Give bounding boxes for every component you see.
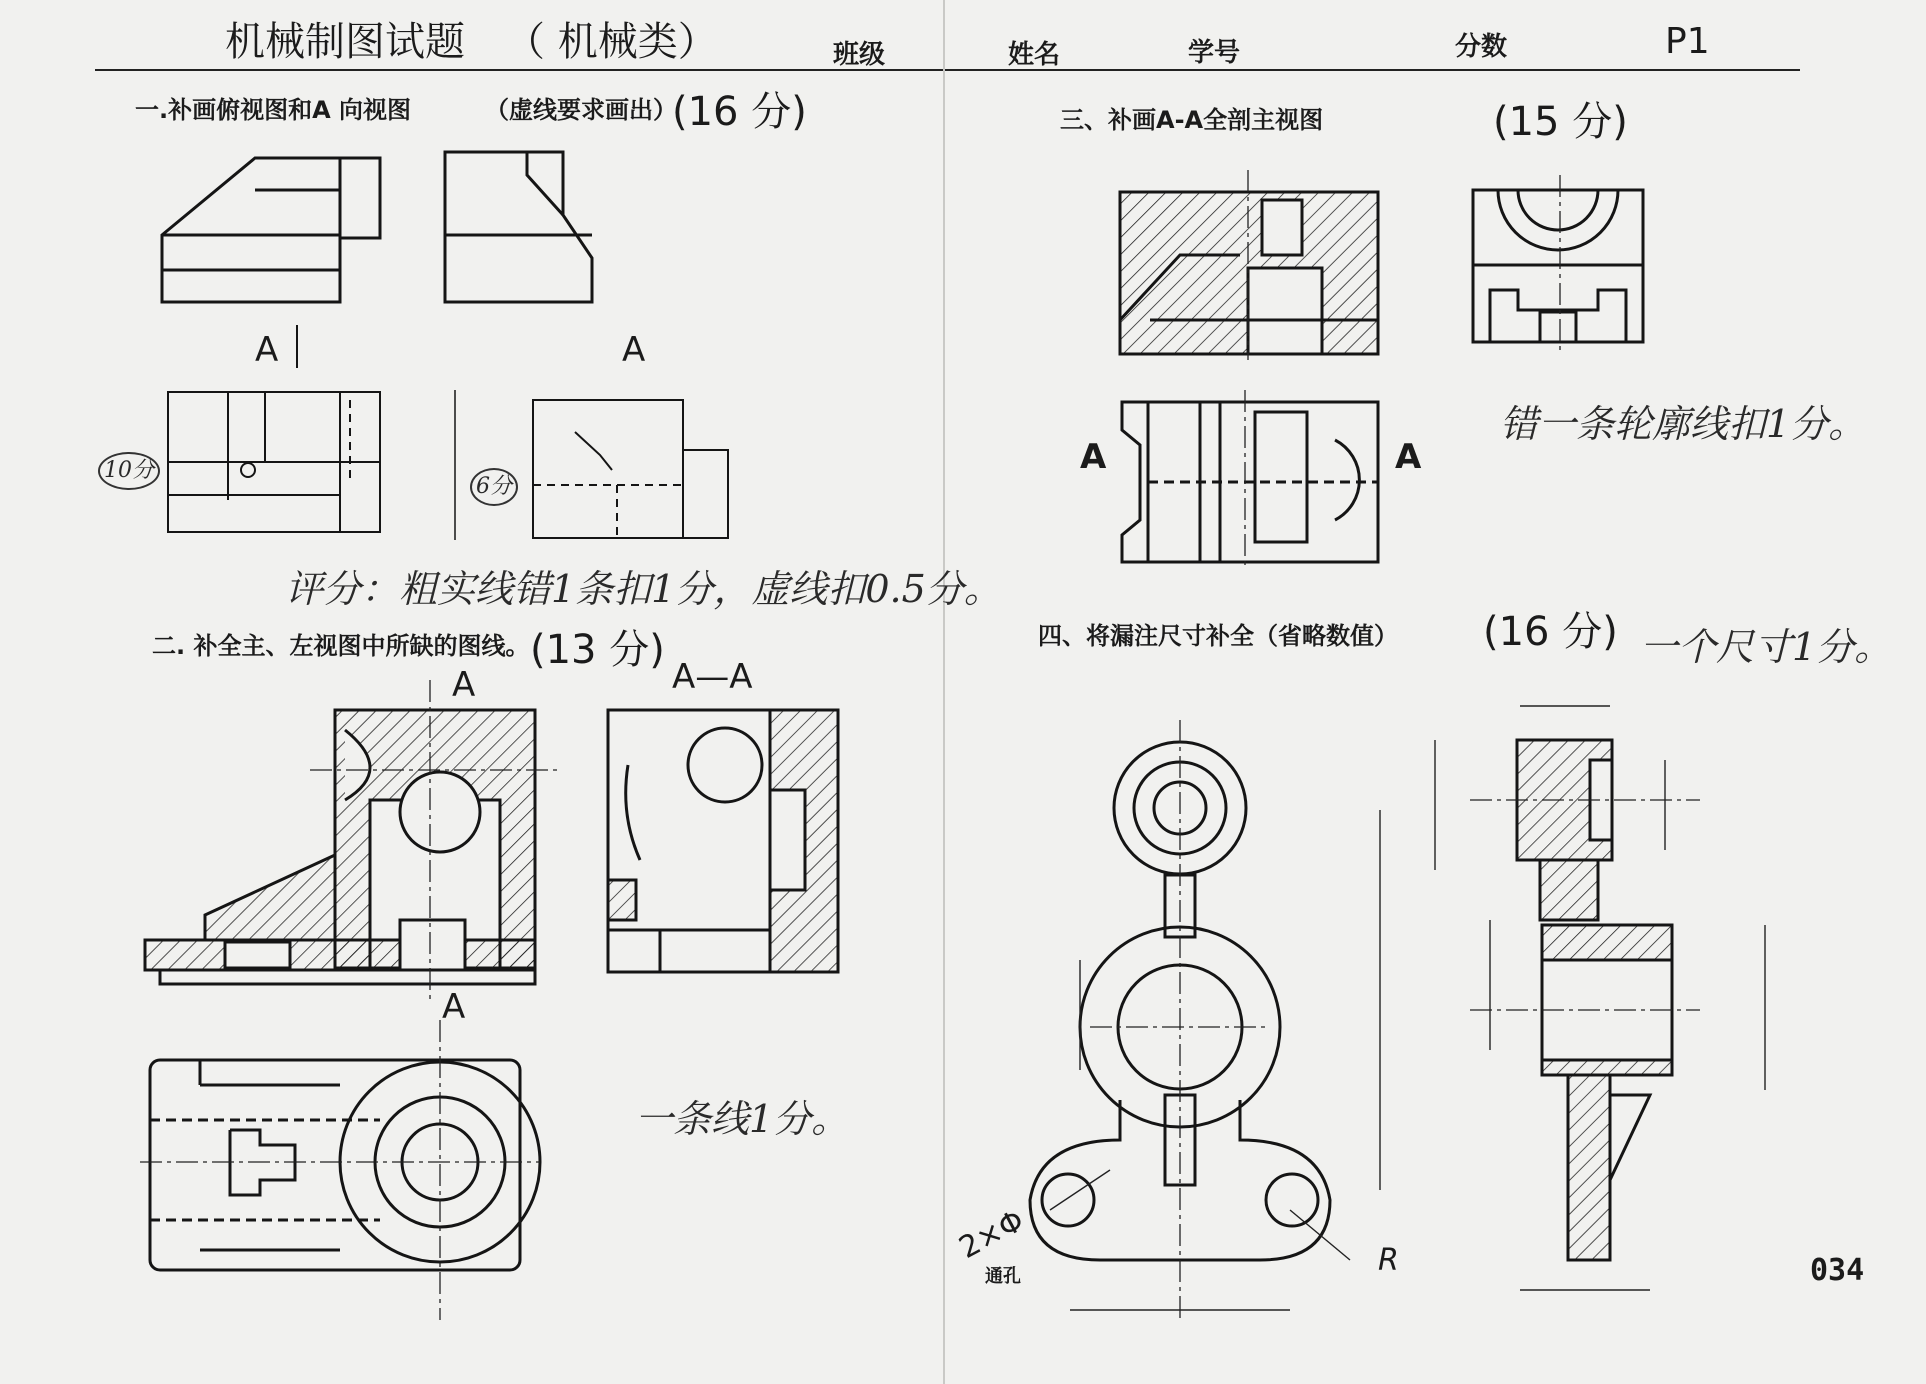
q4-title: 四、将漏注尺寸补全（省略数值） bbox=[1038, 622, 1398, 650]
q1-score: (16 分) bbox=[672, 89, 807, 135]
q2-score: (13 分) bbox=[530, 627, 665, 673]
q1-side-view bbox=[445, 152, 592, 302]
q2-section-view bbox=[608, 710, 838, 972]
page-number: P1 bbox=[1665, 21, 1710, 62]
q2-front-view bbox=[145, 710, 535, 984]
page-fold bbox=[943, 0, 945, 1384]
q2-section-top: A bbox=[452, 665, 476, 705]
q1-remark: 评分：粗实线错1条扣1分，虚线扣0.5分。 bbox=[285, 567, 1002, 611]
q3-side-view bbox=[1473, 190, 1643, 342]
q3-label-left: A bbox=[1080, 437, 1107, 477]
q4-radius-label: R bbox=[1378, 1243, 1399, 1278]
q4-hole-note: 通孔 bbox=[985, 1266, 1021, 1287]
q2-section-label: A—A bbox=[672, 657, 753, 697]
q4-score: (16 分) bbox=[1483, 609, 1618, 655]
q1-view-label-a: A bbox=[255, 330, 279, 370]
q3-label-right: A bbox=[1395, 437, 1422, 477]
score-label: 分数 bbox=[1455, 32, 1508, 62]
q2-section-bottom: A bbox=[442, 987, 466, 1027]
q1-grade-left: 10分 bbox=[98, 452, 160, 490]
page-code: 034 bbox=[1810, 1253, 1865, 1288]
exam-category: （ 机械类） bbox=[505, 19, 718, 65]
q3-score: (15 分) bbox=[1493, 99, 1628, 145]
q1-note: （虚线要求画出） bbox=[485, 96, 677, 124]
q4-remark: 一个尺寸1分。 bbox=[1640, 625, 1893, 669]
q3-original-front bbox=[1120, 192, 1378, 354]
q2-title: 二. 补全主、左视图中所缺的图线。 bbox=[152, 632, 530, 660]
name-label: 姓名 bbox=[1008, 40, 1061, 70]
q1-title: 一.补画俯视图和A 向视图 bbox=[135, 96, 412, 124]
q3-top-view bbox=[1122, 402, 1378, 562]
student-no-label: 学号 bbox=[1188, 38, 1241, 68]
q2-remark: 一条线1分。 bbox=[635, 1097, 850, 1141]
q1-top-view bbox=[168, 392, 380, 532]
q1-grade-right: 6分 bbox=[470, 468, 518, 506]
q3-title: 三、补画A-A全剖主视图 bbox=[1060, 106, 1324, 134]
exam-title: 机械制图试题 bbox=[225, 19, 465, 65]
q4-hole-label: 2×Φ bbox=[953, 1203, 1030, 1266]
q3-remark: 错一条轮廓线扣1分。 bbox=[1500, 402, 1867, 446]
q4-side-view bbox=[1517, 740, 1672, 1260]
q1-view-label-a2: A bbox=[622, 330, 646, 370]
q2-top-view bbox=[150, 1060, 540, 1270]
class-label: 班级 bbox=[833, 40, 886, 70]
q1-front-view bbox=[162, 158, 380, 302]
q1-a-view bbox=[533, 400, 728, 538]
